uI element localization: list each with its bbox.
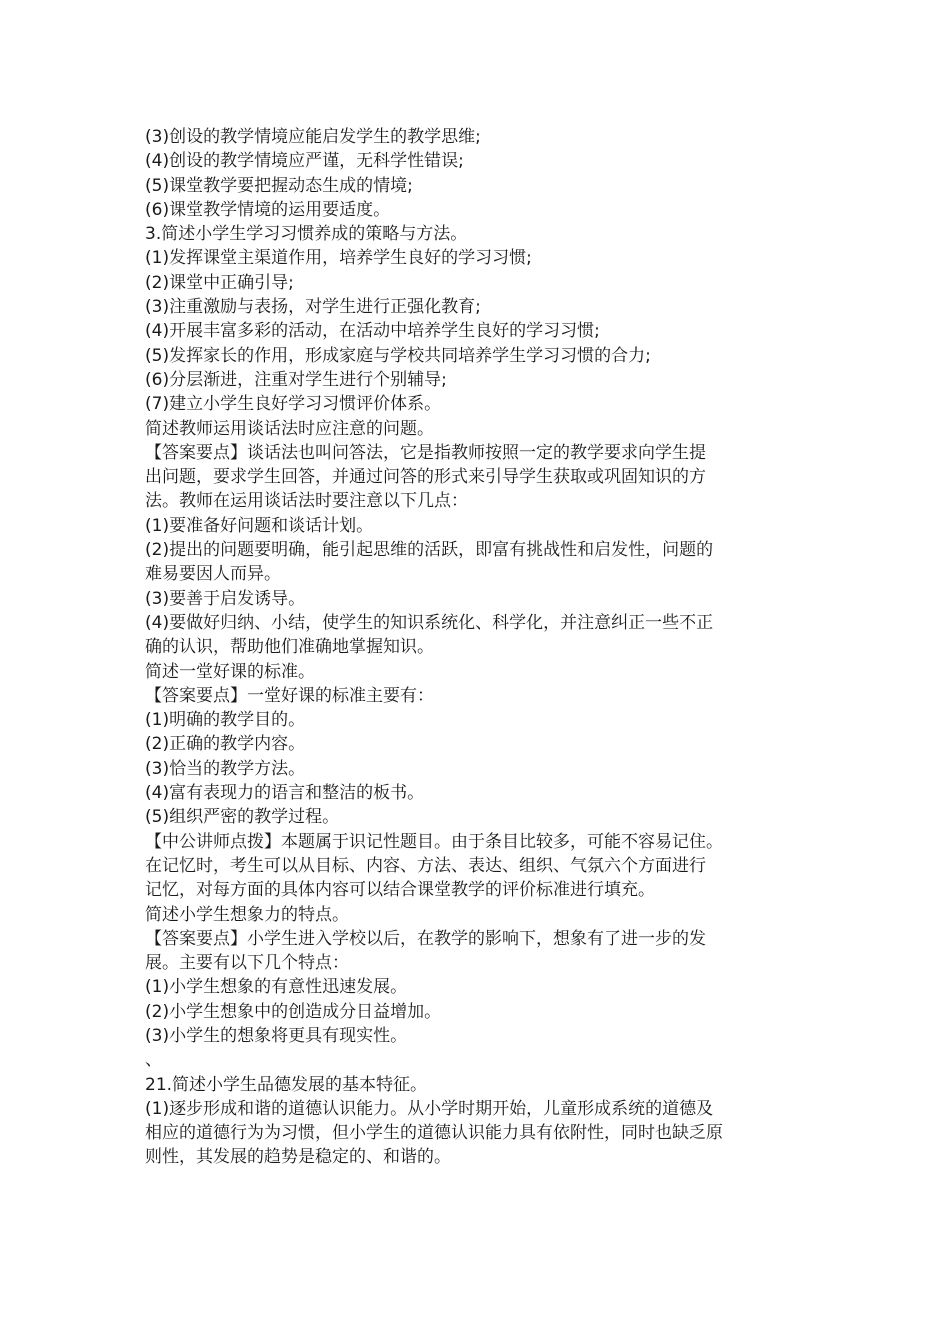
text-line: (1)明确的教学目的。 [145,710,306,731]
text-line: 【答案要点】谈话法也叫问答法，它是指教师按照一定的教学要求向学生提 [145,442,706,463]
text-line: (5)课堂教学要把握动态生成的情境; [145,175,413,196]
text-line: (2)提出的问题要明确，能引起思维的活跃，即富有挑战性和启发性，问题的 [145,540,714,561]
section-heading: 3.简述小学生学习习惯养成的策略与方法。 [145,224,468,245]
text-line: (2)正确的教学内容。 [145,734,306,755]
text-line: (6)课堂教学情境的运用要适度。 [145,199,391,220]
text-line: (3)要善于启发诱导。 [145,588,306,609]
text-line: 在记忆时，考生可以从目标、内容、方法、表达、组织、气氛六个方面进行 [145,855,706,876]
text-line: (1)要准备好问题和谈话计划。 [145,515,374,536]
text-line: 出问题，要求学生回答，并通过问答的形式来引导学生获取或巩固知识的方 [145,467,706,488]
text-line: 记忆，对每方面的具体内容可以结合课堂教学的评价标准进行填充。 [145,880,655,901]
text-line: 则性，其发展的趋势是稳定的、和谐的。 [145,1147,451,1168]
text-line: (6)分层渐进，注重对学生进行个别辅导; [145,369,447,390]
section-heading: 简述教师运用谈话法时应注意的问题。 [145,418,434,439]
text-line: 【答案要点】小学生进入学校以后，在教学的影响下，想象有了进一步的发 [145,928,706,949]
text-line: 展。主要有以下几个特点： [145,953,349,974]
text-line: 法。教师在运用谈话法时要注意以下几点： [145,491,468,512]
text-line: (3)恰当的教学方法。 [145,758,306,779]
text-line: (1)逐步形成和谐的道德认识能力。从小学时期开始，儿童形成系统的道德及 [145,1098,714,1119]
text-line: (3)注重激励与表扬，对学生进行正强化教育; [145,297,481,318]
section-heading: 简述一堂好课的标准。 [145,661,315,682]
text-line: (5)发挥家长的作用，形成家庭与学校共同培养学生学习习惯的合力; [145,345,651,366]
text-line: (4)创设的教学情境应严谨，无科学性错误; [145,151,464,172]
section-heading: 简述小学生想象力的特点。 [145,904,349,925]
document-page [145,125,815,1170]
text-line: (4)要做好归纳、小结，使学生的知识系统化、科学化，并注意纠正一些不正 [145,612,714,633]
text-line: 确的认识，帮助他们准确地掌握知识。 [145,637,434,658]
section-heading: 21.简述小学生品德发展的基本特征。 [145,1074,428,1095]
text-line: (2)课堂中正确引导; [145,272,294,293]
text-line: (4)开展丰富多彩的活动，在活动中培养学生良好的学习习惯; [145,321,600,342]
text-line: (3)创设的教学情境应能启发学生的教学思维; [145,127,481,147]
text-line: 难易要因人而异。 [145,564,281,585]
text-line: (1)发挥课堂主渠道作用，培养学生良好的学习习惯; [145,248,532,269]
text-line: (3)小学生的想象将更具有现实性。 [145,1025,408,1046]
text-line: (4)富有表现力的语言和整洁的板书。 [145,783,425,804]
text-line: (2)小学生想象中的创造成分日益增加。 [145,1001,442,1022]
text-line: (7)建立小学生良好学习习惯评价体系。 [145,394,442,415]
text-line: (5)组织严密的教学过程。 [145,807,340,828]
text-line: 【答案要点】一堂好课的标准主要有： [145,685,434,706]
text-line: 【中公讲师点拨】本题属于识记性题目。由于条目比较多，可能不容易记住。 [145,831,723,852]
separator-mark: 、 [145,1050,162,1071]
text-line: 相应的道德行为为习惯，但小学生的道德认识能力具有依附性，同时也缺乏原 [145,1123,723,1144]
text-line: (1)小学生想象的有意性迅速发展。 [145,977,408,998]
